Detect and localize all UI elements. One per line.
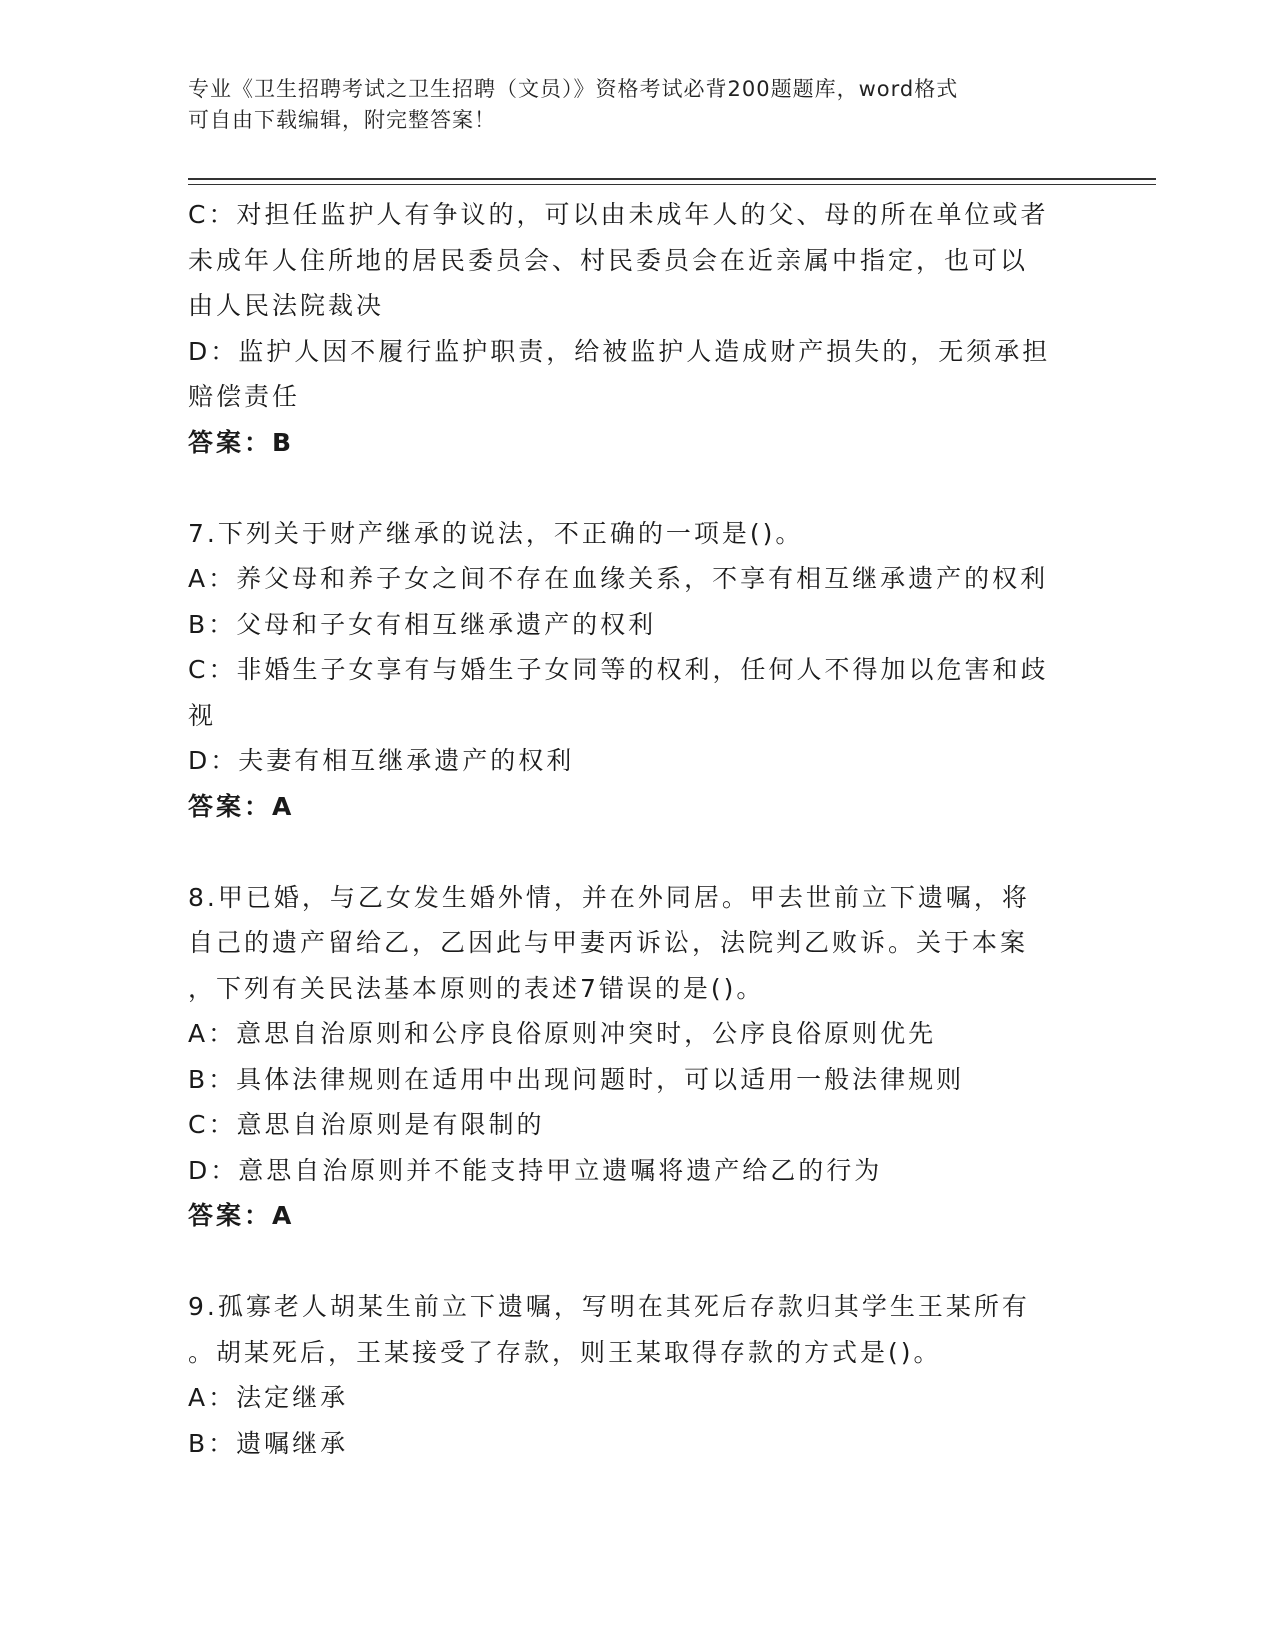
q6-option-c-line-2: 未成年人住所地的居民委员会、村民委员会在近亲属中指定，也可以 [188, 245, 1029, 275]
q6-answer: 答案：B [188, 427, 295, 457]
question-content [188, 192, 1088, 1466]
q7-option-c-line-2: 视 [188, 700, 217, 730]
page-header [188, 74, 1088, 136]
spacer [188, 465, 1088, 511]
spacer [188, 1239, 1088, 1285]
header-line-2: 可自由下载编辑，附完整答案！ [188, 108, 496, 132]
header-divider-thick [188, 178, 1156, 180]
q7-answer: 答案：A [188, 791, 295, 821]
q9-question [188, 1284, 1088, 1375]
q7-option-d: D：夫妻有相互继承遗产的权利 [188, 746, 575, 775]
q6-option-d-line-1: D：监护人因不履行监护职责，给被监护人造成财产损失的，无须承担 [188, 336, 1051, 366]
q7-option-b: B：父母和子女有相互继承遗产的权利 [188, 609, 657, 639]
q9-option-b: B：遗嘱继承 [188, 1428, 349, 1458]
q7-question: 7.下列关于财产继承的说法，不正确的一项是()。 [188, 518, 804, 548]
q8-option-c: C：意思自治原则是有限制的 [188, 1110, 545, 1139]
q6-option-c [188, 192, 1088, 329]
q8-question-line-2: 自己的遗产留给乙，乙因此与甲妻丙诉讼，法院判乙败诉。关于本案 [188, 928, 1029, 957]
q8-option-d: D：意思自治原则并不能支持甲立遗嘱将遗产给乙的行为 [188, 1155, 883, 1185]
q7-option-c [188, 647, 1088, 738]
q8-answer: 答案：A [188, 1201, 295, 1230]
q6-option-c-line-1: C：对担任监护人有争议的，可以由未成年人的父、母的所在单位或者 [188, 200, 1049, 229]
q8-question [188, 875, 1088, 1012]
header-line-1: 专业《卫生招聘考试之卫生招聘（文员）》资格考试必背200题题库，word格式 [188, 77, 959, 101]
q8-option-b: B：具体法律规则在适用中出现问题时，可以适用一般法律规则 [188, 1064, 965, 1094]
q9-option-a: A：法定继承 [188, 1383, 349, 1412]
q6-option-d-line-2: 赔偿责任 [188, 382, 301, 411]
q9-question-line-1: 9.孤寡老人胡某生前立下遗嘱，写明在其死后存款归其学生王某所有 [188, 1292, 1030, 1321]
q8-question-line-1: 8.甲已婚，与乙女发生婚外情，并在外同居。甲去世前立下遗嘱，将 [188, 882, 1030, 912]
q6-option-d [188, 329, 1088, 420]
spacer [188, 829, 1088, 875]
q7-option-c-line-1: C：非婚生子女享有与婚生子女同等的权利，任何人不得加以危害和歧 [188, 655, 1049, 684]
q6-option-c-line-3: 由人民法院裁决 [188, 291, 385, 320]
header-divider-thin [188, 184, 1156, 185]
q8-option-a: A：意思自治原则和公序良俗原则冲突时，公序良俗原则优先 [188, 1019, 937, 1048]
q9-question-line-2: 。胡某死后，王某接受了存款，则王某取得存款的方式是()。 [188, 1337, 942, 1367]
q7-option-a: A：养父母和养子女之间不存在血缘关系，不享有相互继承遗产的权利 [188, 564, 1049, 593]
q8-question-line-3: ，下列有关民法基本原则的表述7错误的是()。 [188, 973, 765, 1003]
